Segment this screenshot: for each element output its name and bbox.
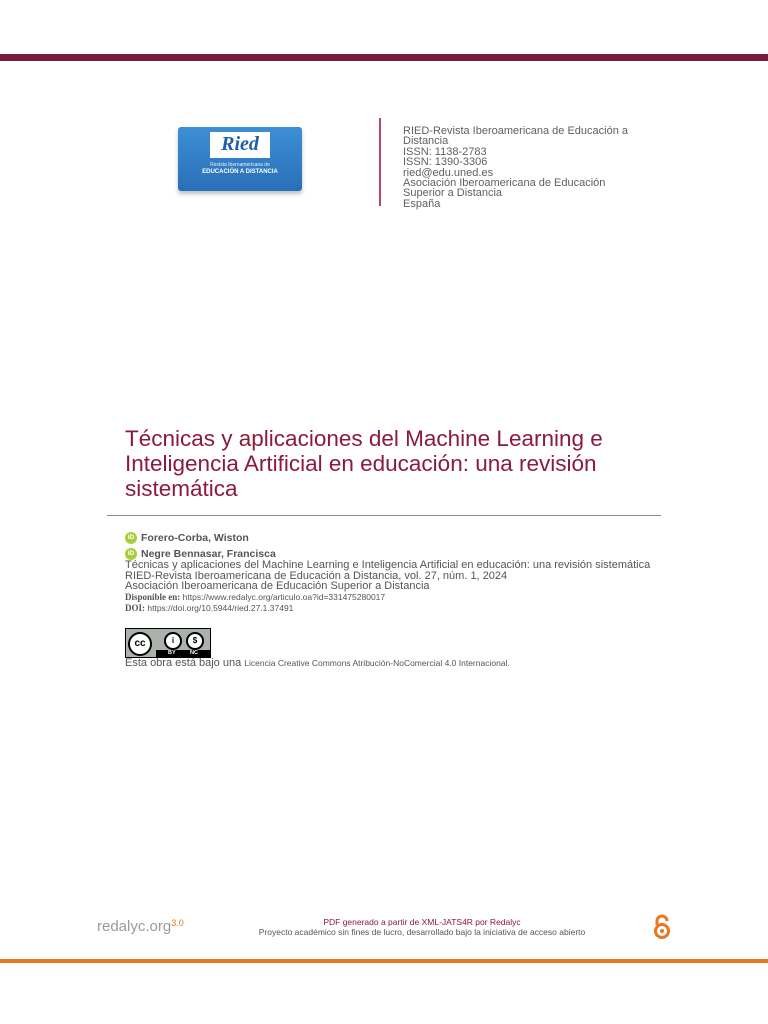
journal-line: Asociación Iberoamericana de Educación (403, 177, 606, 190)
article-title: Técnicas y aplicaciones del Machine Learning e Inteligencia Artificial en educación: una revisión sistemática (125, 426, 603, 501)
footer-generated-note: PDF generado a partir de XML-JATS4R por Redalyc (323, 917, 521, 927)
author-name: Forero-Corba, Wiston (141, 532, 249, 544)
journal-line: RIED-Revista Iberoamericana de Educación a (403, 125, 629, 137)
cc-icon: cc (128, 632, 152, 656)
open-access-icon[interactable] (653, 914, 671, 940)
journal-info (403, 126, 663, 209)
ried-logo (178, 127, 302, 191)
logo-word: Ried (221, 133, 259, 155)
journal-email-link[interactable]: ried@edu.uned.es (403, 166, 494, 179)
available-label: Disponible en: (125, 592, 181, 603)
journal-line: Distancia (403, 135, 449, 148)
available-line (125, 592, 661, 603)
license-prefix: Esta obra está bajo una (125, 657, 242, 669)
journal-line: España (403, 197, 441, 210)
license-link[interactable]: Licencia Creative Commons Atribución-NoComercial 4.0 Internacional. (244, 658, 510, 668)
cc-nc-label: NC (190, 650, 198, 656)
license-line (125, 657, 685, 669)
attribution-icon: i (164, 632, 182, 650)
header-bar (0, 54, 768, 61)
orcid-icon[interactable]: iD (125, 548, 137, 560)
redalyc-logo-version: 3.0 (171, 918, 184, 928)
footer-text (204, 917, 640, 937)
logo-subtitle-2: EDUCACIÓN A DISTANCIA (202, 169, 278, 175)
orcid-icon[interactable]: iD (125, 532, 137, 544)
author-name: Negre Bennasar, Francisca (141, 548, 276, 560)
noncommercial-icon: $ (186, 632, 204, 650)
creative-commons-badge[interactable] (125, 628, 211, 658)
available-url-link[interactable]: https://www.redalyc.org/articulo.oa?id=331475280017 (182, 592, 386, 603)
logo-box (210, 132, 270, 158)
doi-line (125, 603, 661, 614)
footer-bar (0, 959, 768, 963)
citation-block (125, 560, 661, 614)
journal-line: Superior a Distancia (403, 187, 503, 200)
redalyc-logo[interactable] (97, 918, 207, 940)
journal-line: ISSN: 1138-2783 (403, 145, 487, 158)
citation-journal: RIED-Revista Iberoamericana de Educación a Distancia, vol. 27, núm. 1, 2024 (125, 569, 508, 582)
citation-publisher: Asociación Iberoamericana de Educación Superior a Distancia (125, 580, 430, 593)
author-list (125, 530, 665, 562)
redalyc-logo-text: redalyc.org (97, 918, 172, 935)
cc-strip (156, 650, 210, 657)
journal-divider (379, 118, 381, 206)
logo-subtitle: Revista Iberoamericana de (210, 162, 270, 168)
title-divider (107, 515, 661, 516)
cc-by-label: BY (168, 650, 176, 656)
citation-title: Técnicas y aplicaciones del Machine Learning e Inteligencia Artificial en educación: una revisión sistemática (125, 559, 651, 571)
journal-line: ISSN: 1390-3306 (403, 156, 488, 169)
doi-link[interactable]: https://doi.org/10.5944/ried.27.1.37491 (147, 603, 294, 614)
doi-label: DOI: (125, 603, 145, 614)
footer-project-note: Proyecto académico sin fines de lucro, desarrollado bajo la iniciativa de acceso abierto (258, 927, 586, 937)
author-item (125, 530, 665, 546)
